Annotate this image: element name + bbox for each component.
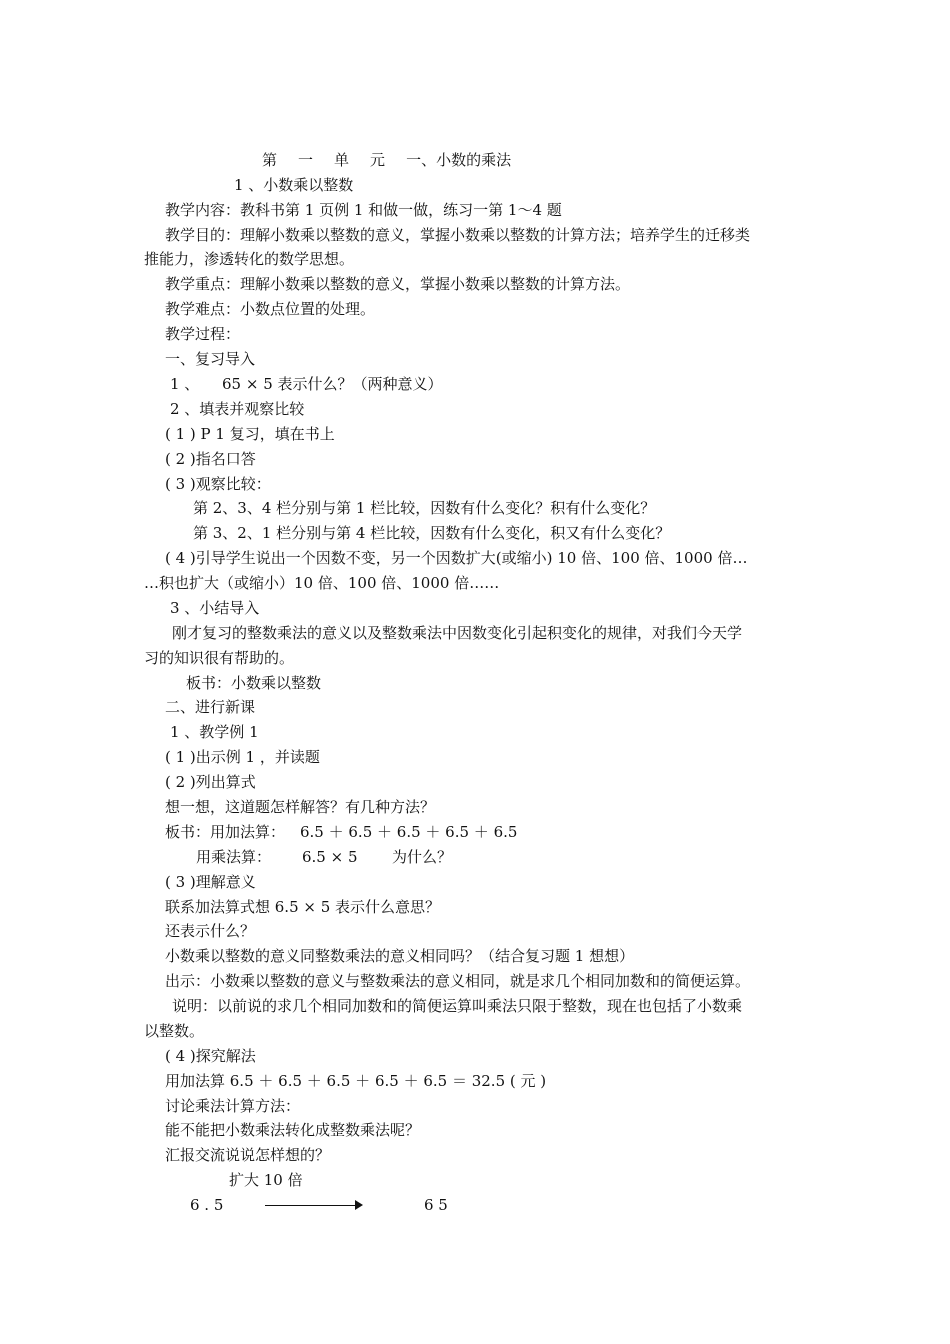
teaching-process-heading: 教学过程： <box>165 325 241 343</box>
convert-question: 能不能把小数乘法转化成整数乘法呢？ <box>165 1121 421 1139</box>
title-text: 一、小数的乘法 <box>406 151 512 169</box>
integer-number: 6 5 <box>424 1196 448 1214</box>
example-step-2: ( 2 )列出算式 <box>165 773 256 791</box>
example-step-1: ( 1 )出示例 1 ，并读题 <box>165 748 320 766</box>
discuss-heading: 讨论乘法计算方法： <box>165 1097 301 1115</box>
step-2: ( 2 )指名口答 <box>165 450 256 468</box>
also-question: 还表示什么？ <box>165 922 256 940</box>
step-4-line2: …积也扩大（或缩小）10 倍、100 倍、1000 倍…… <box>144 574 500 592</box>
board-note: 板书：小数乘以整数 <box>186 674 322 692</box>
review-item-1-text: 65 × 5 表示什么？（两种意义） <box>222 375 443 393</box>
multiplication-expression: 6.5 × 5 <box>302 848 358 866</box>
expand-label: 扩大 10 倍 <box>229 1171 303 1189</box>
teaching-goal-line2: 推能力，渗透转化的数学思想。 <box>144 250 355 268</box>
compare-line-1: 第 2、3、4 栏分别与第 1 栏比较，因数有什么变化？积有什么变化？ <box>193 499 656 517</box>
same-meaning-question: 小数乘以整数的意义同整数乘法的意义相同吗？（结合复习题 1 想想） <box>165 947 635 965</box>
summary-line2: 习的知识很有帮助的。 <box>144 649 295 667</box>
addition-calculation: 用加法算 6.5 ＋ 6.5 ＋ 6.5 ＋ 6.5 ＋ 6.5 ＝ 32.5 ( 元 ) <box>165 1072 547 1090</box>
teaching-difficulty: 教学难点：小数点位置的处理。 <box>165 300 376 318</box>
arrow-right-icon <box>265 1205 357 1206</box>
section-new-lesson-heading: 二、进行新课 <box>165 698 256 716</box>
link-question: 联系加法算式想 6.5 × 5 表示什么意思？ <box>165 898 441 916</box>
multiplication-why: 为什么？ <box>392 848 453 866</box>
unit-title <box>262 150 511 170</box>
decimal-number: 6 . 5 <box>190 1196 224 1214</box>
title-char: 第 <box>262 151 278 169</box>
summary-line1: 刚才复习的整数乘法的意义以及整数乘法中因数变化引起积变化的规律，对我们今天学 <box>172 624 743 642</box>
explanation-line2: 以整数。 <box>144 1022 205 1040</box>
review-item-1-number: 1 、 <box>170 375 200 393</box>
step-1: ( 1 ) P 1 复习，填在书上 <box>165 425 335 443</box>
review-item-2: 2 、填表并观察比较 <box>170 400 305 418</box>
title-char: 元 <box>370 151 386 169</box>
step-3: ( 3 )观察比较： <box>165 475 271 493</box>
think-question: 想一想，这道题怎样解答？有几种方法？ <box>165 798 436 816</box>
arrowhead-icon <box>355 1200 363 1210</box>
example-heading: 1 、教学例 1 <box>170 723 259 741</box>
report-question: 汇报交流说说怎样想的？ <box>165 1146 331 1164</box>
example-step-3: ( 3 )理解意义 <box>165 873 256 891</box>
teaching-key-point: 教学重点：理解小数乘以整数的意义，掌握小数乘以整数的计算方法。 <box>165 275 631 293</box>
example-step-4: ( 4 )探究解法 <box>165 1047 256 1065</box>
section-review-heading: 一、复习导入 <box>165 350 256 368</box>
title-char: 单 <box>334 151 350 169</box>
title-char: 一 <box>298 151 314 169</box>
teaching-goal-line1: 教学目的：理解小数乘以整数的意义，掌握小数乘以整数的计算方法；培养学生的迁移类 <box>165 226 751 244</box>
teaching-content: 教学内容：教科书第 1 页例 1 和做一做，练习一第 1～4 题 <box>165 201 562 219</box>
addition-expression: 6.5 ＋ 6.5 ＋ 6.5 ＋ 6.5 ＋ 6.5 <box>300 823 518 841</box>
addition-label: 板书：用加法算： <box>165 823 286 841</box>
review-item-3: 3 、小结导入 <box>170 599 260 617</box>
step-4-line1: ( 4 )引导学生说出一个因数不变，另一个因数扩大(或缩小) 10 倍、100 倍、1000 倍… <box>165 549 748 567</box>
multiplication-label: 用乘法算： <box>196 848 272 866</box>
compare-line-2: 第 3、2、1 栏分别与第 4 栏比较，因数有什么变化，积又有什么变化？ <box>193 524 671 542</box>
explanation-line1: 说明：以前说的求几个相同加数和的简便运算叫乘法只限于整数，现在也包括了小数乘 <box>172 997 743 1015</box>
lesson-subtitle: 1 、小数乘以整数 <box>234 176 354 194</box>
show-statement: 出示：小数乘以整数的意义与整数乘法的意义相同，就是求几个相同加数和的简便运算。 <box>165 972 751 990</box>
